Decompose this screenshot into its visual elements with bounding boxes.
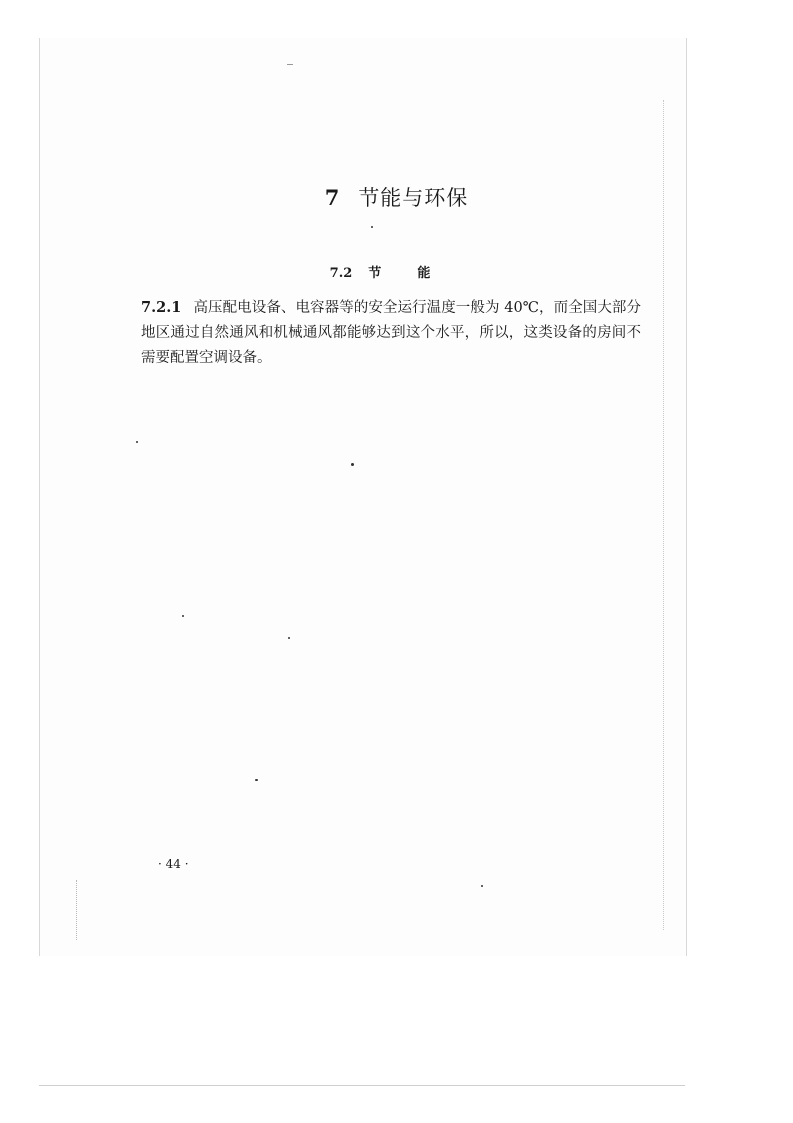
scan-speck [136,441,138,443]
clause-text: 高压配电设备、电容器等的安全运行温度一般为 40℃，而全国大部分地区通过自然通风和机械通风都能够达到这个水平，所以，这类设备的房间不需要配置空调设备。 [141,300,641,366]
section-title-part2: 能 [417,266,431,281]
scan-speck [288,637,290,639]
scanned-page [39,38,687,956]
section-title-part1: 节 [368,266,382,281]
section-heading [0,262,760,281]
scan-speck [182,615,184,617]
scan-speck [255,779,258,781]
scan-margin-marks [76,880,77,940]
chapter-number: 7 [324,185,341,210]
clause-paragraph [141,295,641,371]
scan-binding-edge [663,100,664,930]
chapter-heading [0,182,793,212]
chapter-title: 节能与环保 [358,186,469,210]
clause-number: 7.2.1 [141,299,182,316]
page-bottom-rule [39,1085,685,1086]
scan-speck [371,226,373,228]
scan-speck [481,885,483,887]
scan-speck [287,64,293,65]
page-number: · 44 · [158,857,189,871]
section-number: 7.2 [329,266,353,281]
scan-speck [351,463,354,466]
